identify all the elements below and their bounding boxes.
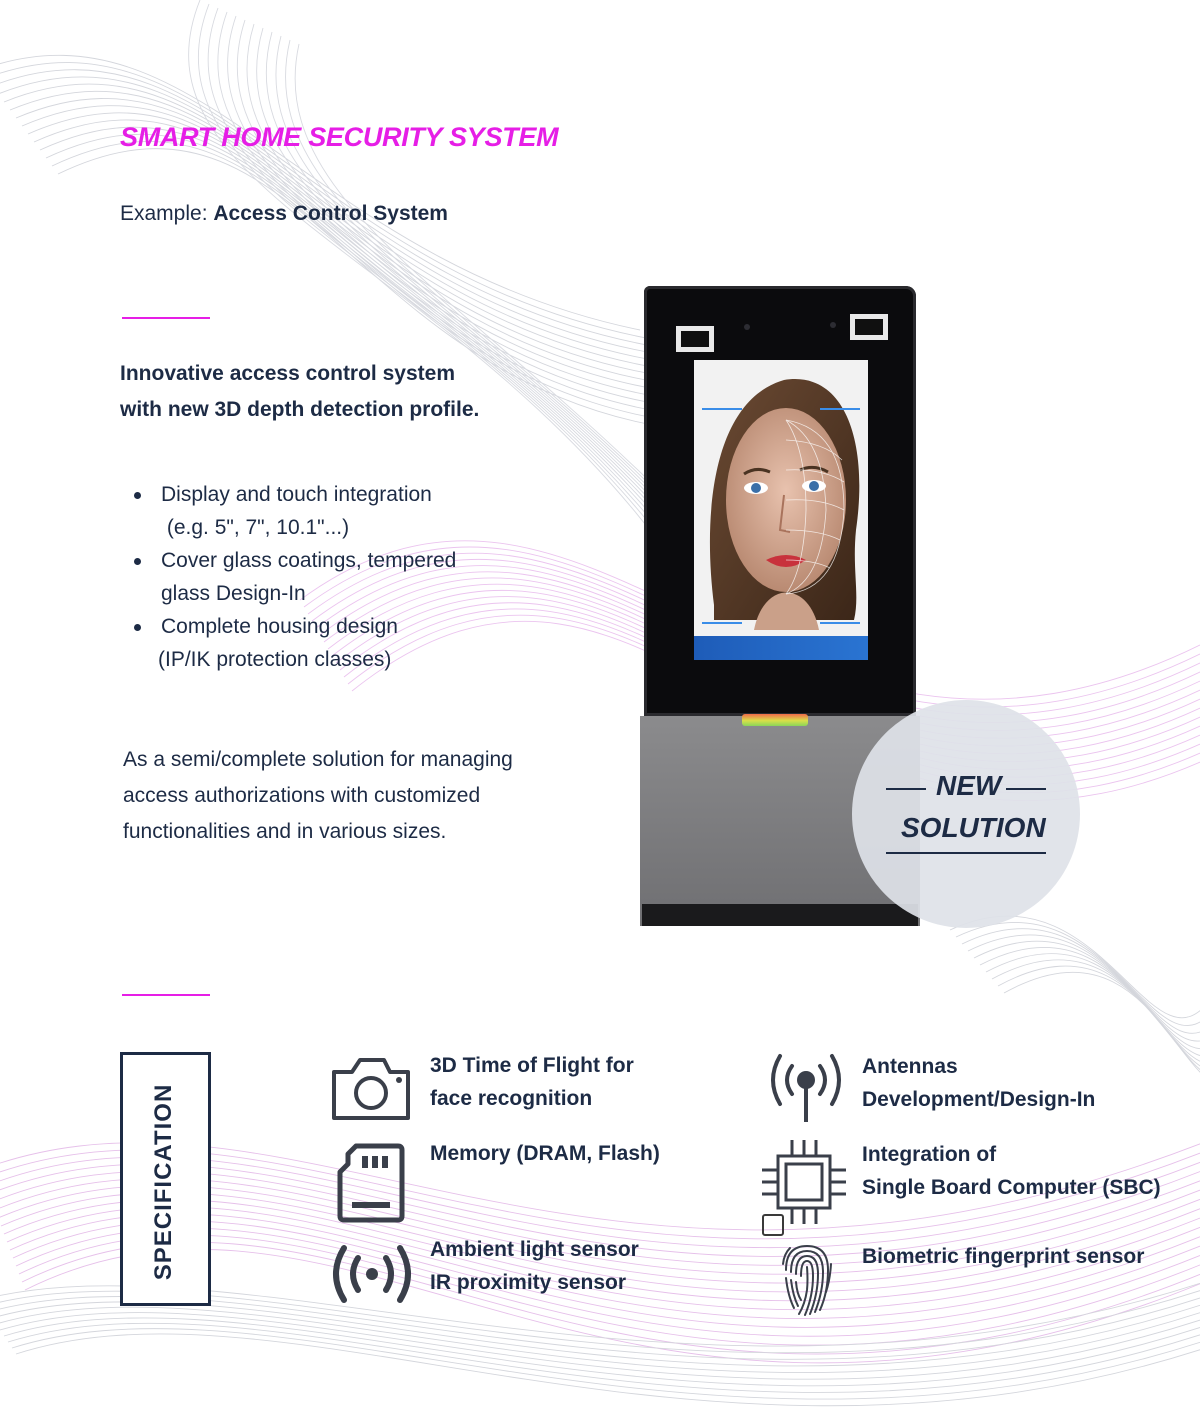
spec-item-line1: Biometric fingerprint sensor xyxy=(862,1245,1145,1268)
spec-item-line2: Development/Design-In xyxy=(862,1088,1096,1111)
spec-item-line1: Integration of xyxy=(862,1143,997,1166)
camera-icon xyxy=(330,1056,412,1122)
wave-line xyxy=(962,929,1200,1034)
spec-item-antennas xyxy=(862,1050,1095,1116)
sd-card-icon xyxy=(336,1142,406,1224)
wave-line xyxy=(0,1304,1200,1373)
device-display-housing xyxy=(644,286,916,716)
feature-list xyxy=(132,478,512,676)
fingerprint-icon xyxy=(780,1240,834,1318)
specification-label: SPECIFICATION xyxy=(150,1083,177,1281)
example-line xyxy=(120,202,448,226)
accent-divider-top xyxy=(122,317,210,319)
wave-line xyxy=(8,1322,1200,1392)
device-sensor-right xyxy=(850,314,888,340)
bullet-dot xyxy=(134,492,141,499)
paragraph-line1: As a semi/complete solution for managing xyxy=(123,748,513,771)
face-scan-image xyxy=(694,360,868,660)
paragraph-line2: access authorizations with customized xyxy=(123,784,481,807)
spec-item-line1: 3D Time of Flight for xyxy=(430,1054,634,1077)
intro-headline-line2: with new 3D depth detection profile. xyxy=(120,398,480,421)
example-prefix: Example: xyxy=(120,202,208,225)
spec-item-line2: Single Board Computer (SBC) xyxy=(862,1176,1161,1199)
spec-item-fingerprint xyxy=(862,1240,1144,1273)
device-lens xyxy=(830,322,836,328)
paragraph-line3: functionalities and in various sizes. xyxy=(123,820,447,843)
specification-label-box xyxy=(120,1052,211,1306)
badge-rule-right xyxy=(1006,788,1046,790)
intro-headline-line1: Innovative access control system xyxy=(120,362,455,385)
wave-line xyxy=(956,922,1200,1025)
spec-item-line1: Memory (DRAM, Flash) xyxy=(430,1142,660,1165)
device-sensor-left xyxy=(676,326,714,352)
sensor-waves-icon xyxy=(330,1242,414,1306)
badge-rule-left xyxy=(886,788,926,790)
device-base xyxy=(642,904,918,926)
list-item-line2: (e.g. 5", 7", 10.1"...) xyxy=(161,516,350,539)
wave-line xyxy=(12,1328,1200,1399)
device-screen xyxy=(694,360,868,660)
chip-icon xyxy=(762,1138,846,1226)
spec-item-sbc xyxy=(862,1138,1161,1204)
spec-item-tof xyxy=(430,1049,634,1115)
device-lens xyxy=(744,324,750,330)
list-item-line2: (IP/IK protection classes) xyxy=(158,648,392,671)
intro-headline xyxy=(120,356,540,428)
wave-line xyxy=(980,947,1200,1056)
wave-line xyxy=(0,1310,1200,1379)
list-item xyxy=(132,544,512,610)
antenna-icon xyxy=(766,1052,846,1124)
wave-line xyxy=(968,935,1200,1041)
list-item-line1: Complete housing design xyxy=(161,615,398,638)
spec-item-sensors xyxy=(430,1233,639,1299)
list-item-line1: Display and touch integration xyxy=(161,483,432,506)
spec-item-line2: IR proximity sensor xyxy=(430,1271,627,1294)
list-item-line2: glass Design-In xyxy=(161,582,306,605)
spec-item-line2: face recognition xyxy=(430,1087,593,1110)
new-solution-badge xyxy=(852,700,1080,928)
list-item xyxy=(132,478,512,544)
badge-line1: NEW xyxy=(936,770,1002,801)
device-screen-footer xyxy=(694,636,868,660)
spec-item-memory xyxy=(430,1137,660,1170)
wave-line xyxy=(0,55,640,330)
list-item-line1: Cover glass coatings, tempered xyxy=(161,549,457,572)
bullet-dot xyxy=(134,624,141,631)
list-item xyxy=(132,610,512,676)
page-title: SMART HOME SECURITY SYSTEM xyxy=(120,122,559,152)
badge-line2: SOLUTION xyxy=(901,812,1046,843)
spec-item-line1: Ambient light sensor xyxy=(430,1238,639,1261)
wave-line xyxy=(0,63,646,338)
spec-item-line1: Antennas xyxy=(862,1055,958,1078)
solution-paragraph xyxy=(123,742,553,850)
accent-divider-bottom xyxy=(122,994,210,996)
bullet-dot xyxy=(134,558,141,565)
status-led xyxy=(742,714,808,726)
example-value: Access Control System xyxy=(213,202,448,225)
badge-rule-bottom xyxy=(886,852,1046,854)
